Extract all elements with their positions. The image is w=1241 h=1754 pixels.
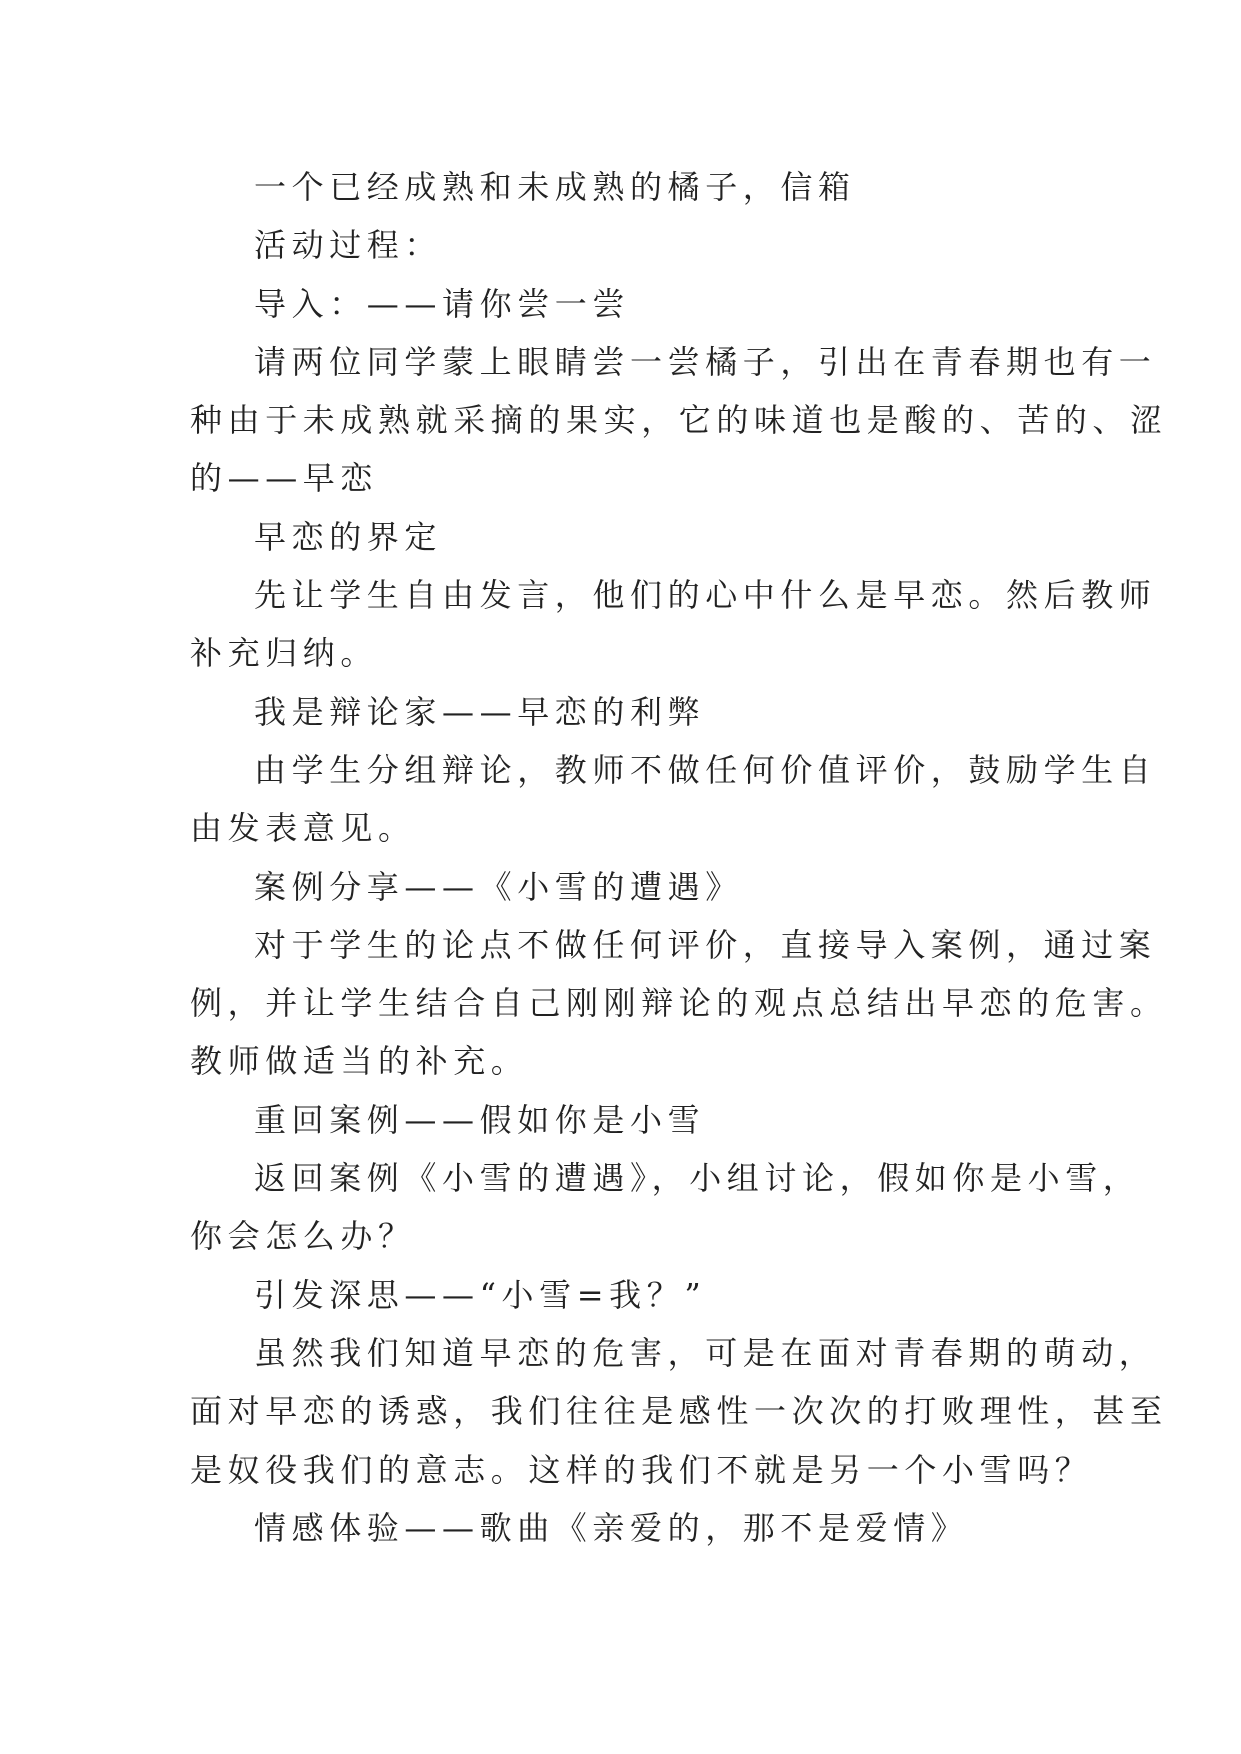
text-line: 先让学生自由发言，他们的心中什么是早恋。然后教师 [254, 576, 1157, 615]
text-line: 案例分享——《小雪的遭遇》 [254, 867, 743, 906]
text-line: 情感体验——歌曲《亲爱的，那不是爱情》 [254, 1508, 969, 1547]
paragraph-intro-body [190, 333, 1168, 508]
text-line: 面对早恋的诱惑，我们往往是感性一次次的打败理性，甚至 [190, 1392, 1168, 1431]
paragraph-definition-heading [190, 508, 1050, 566]
text-line: 教师做适当的补充。 [190, 1042, 529, 1081]
paragraph-emotion-heading [190, 1499, 1050, 1557]
text-line: 的——早恋 [190, 459, 379, 498]
document-body [190, 158, 1168, 1557]
text-line: 一个已经成熟和未成熟的橘子，信箱 [254, 168, 856, 206]
text-line: 请两位同学蒙上眼睛尝一尝橘子，引出在青春期也有一 [254, 342, 1157, 381]
paragraph-activity-process [190, 216, 1050, 274]
text-line: 返回案例《小雪的遭遇》，小组讨论，假如你是小雪， [254, 1159, 1141, 1198]
text-line: 你会怎么办？ [190, 1217, 416, 1256]
paragraph-reflection-body [190, 1324, 1168, 1499]
text-line: 引发深思——“小雪=我？” [254, 1275, 707, 1314]
paragraph-reflection-heading [190, 1266, 1050, 1324]
text-line: 活动过程： [254, 226, 443, 265]
text-line: 我是辩论家——早恋的利弊 [254, 692, 706, 731]
paragraph-debate-body [190, 741, 1157, 858]
text-line: 补充归纳。 [190, 634, 379, 673]
text-line: 是奴役我们的意志。这样的我们不就是另一个小雪吗？ [190, 1450, 1093, 1489]
paragraph-intro-heading [190, 275, 1050, 333]
text-line: 种由于未成熟就采摘的果实，它的味道也是酸的、苦的、涩 [190, 401, 1168, 440]
text-line: 重回案例——假如你是小雪 [254, 1100, 706, 1139]
text-line: 例，并让学生结合自己刚刚辩论的观点总结出早恋的危害。 [190, 984, 1168, 1023]
paragraph-materials [190, 158, 1050, 216]
text-line: 对于学生的论点不做任何评价，直接导入案例，通过案 [254, 925, 1157, 964]
text-line: 虽然我们知道早恋的危害，可是在面对青春期的萌动， [254, 1333, 1157, 1372]
paragraph-revisit-body [190, 1149, 1141, 1266]
paragraph-definition-body [190, 566, 1157, 683]
paragraph-case-heading [190, 858, 1050, 916]
text-line: 由发表意见。 [190, 809, 416, 848]
text-line: 早恋的界定 [254, 517, 443, 556]
paragraph-revisit-heading [190, 1091, 1050, 1149]
paragraph-case-body [190, 916, 1168, 1091]
text-line: 由学生分组辩论，教师不做任何价值评价，鼓励学生自 [254, 750, 1157, 789]
paragraph-debate-heading [190, 683, 1050, 741]
text-line: 导入：——请你尝一尝 [254, 284, 631, 323]
